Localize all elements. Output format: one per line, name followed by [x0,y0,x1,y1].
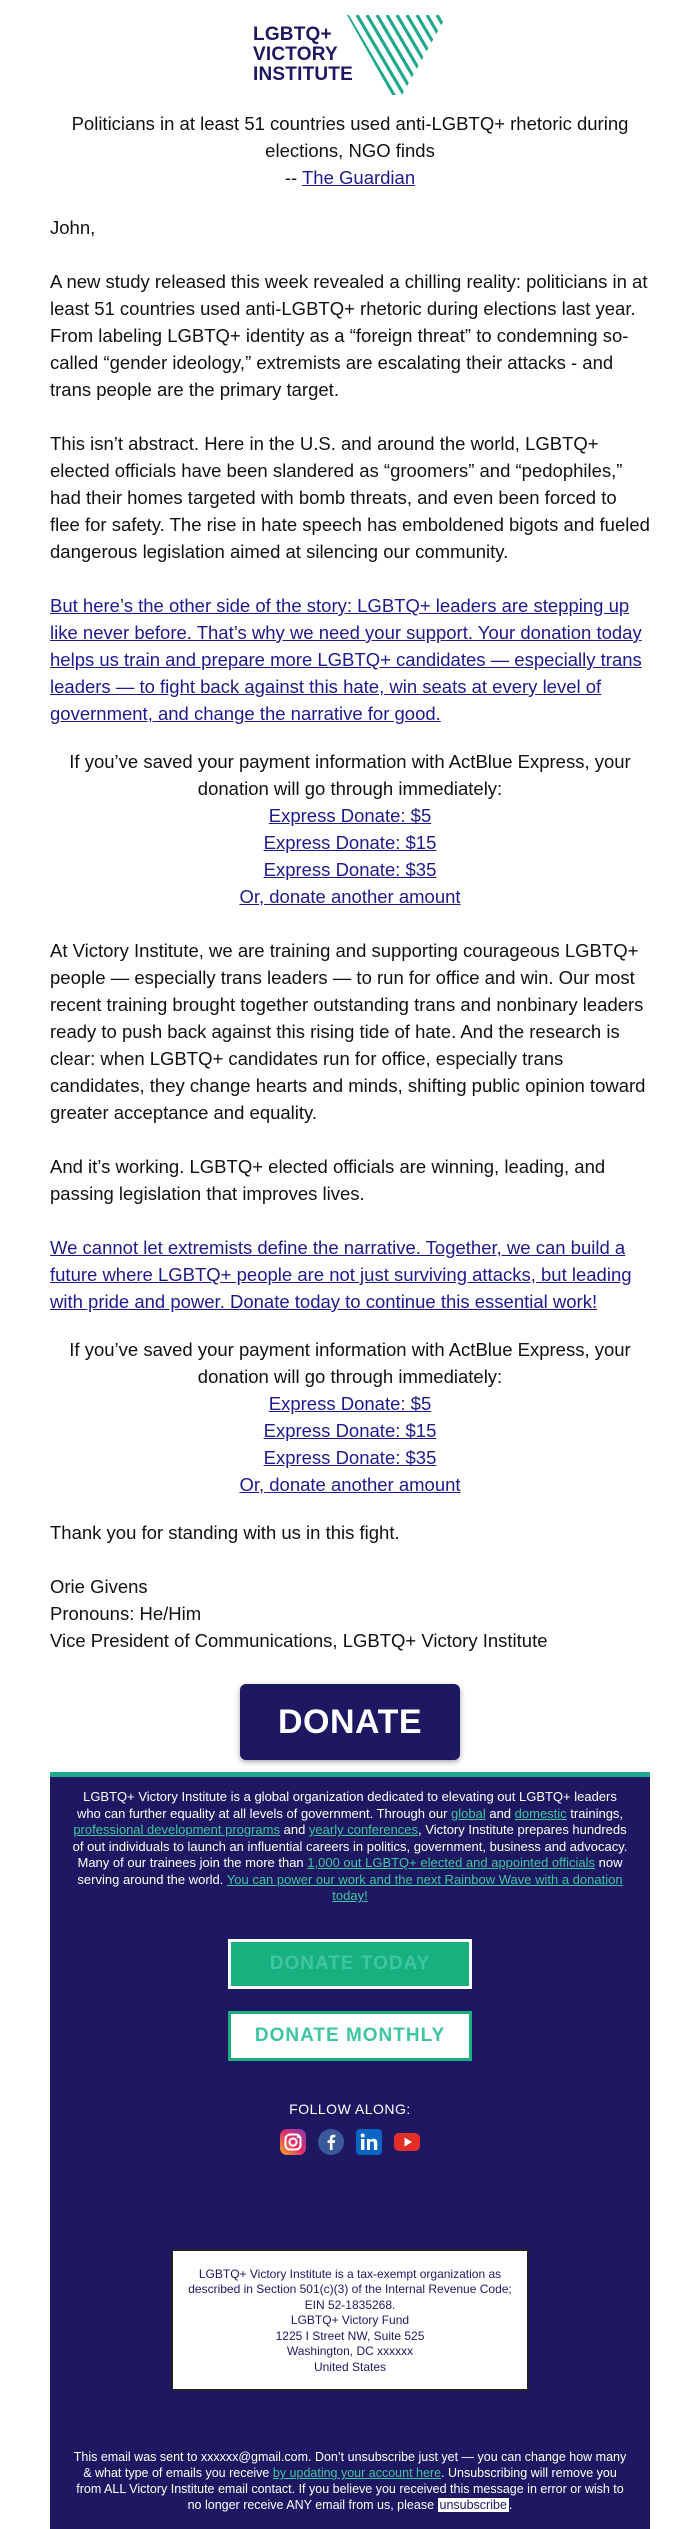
logo[interactable] [50,0,650,110]
express-donate-5-2[interactable]: Express Donate: $5 [268,1393,432,1414]
source-link[interactable]: The Guardian [302,167,416,188]
paragraph-4: At Victory Institute, we are training and supporting courageous LGBTQ+ people — especially trans leaders — to run for office and win. Our most recent training brought together outstanding trans and nonbinary leaders ready to push back against this rising tide of hate. And the research is clear: when LGBTQ+ candidates run for office, especially trans candidates, they change hearts and minds, shifting public opinion toward greater acceptance and equality. [50,940,646,1123]
unsubscribe-notice: This email was sent to xxxxxx@gmail.com. Don’t unsubscribe just yet — you can change how many & what type of emails you receive by updating your account here. Unsubscribing will remove you from ALL Victory Institute email contact. If you believe you received this message in error or wish to no longer receive ANY email from us, please unsubscribe . [73,2450,627,2512]
logo-v-mark-icon [347,15,447,95]
express-donate-block [50,748,650,910]
logo-wordmark: LGBTQ+ VICTORY INSTITUTE [253,24,353,85]
global-link[interactable]: global [451,1805,486,1821]
paragraph-5: And it’s working. LGBTQ+ elected officials are winning, leading, and passing legislation that improves lives. [50,1156,606,1204]
paragraph-2: This isn’t abstract. Here in the U.S. and around the world, LGBTQ+ elected officials have been slandered as “groomers” and “pedophiles,” had their homes targeted with bomb threats, and even been forced to flee for safety. The rise in hate speech has emboldened bigots and fueled dangerous legislation aimed at silencing our community. [50,433,650,562]
express-donate-15-2[interactable]: Express Donate: $15 [263,1420,437,1441]
domestic-link[interactable]: domestic [514,1805,567,1821]
donate-monthly-button[interactable]: DONATE MONTHLY [228,2011,472,2061]
paragraph-1: A new study released this week revealed a chilling reality: politicians in at least 51 countries used anti-LGBTQ+ rhetoric during elections last year. From labeling LGBTQ+ identity as a “foreign threat” to condemning so-called “gender ideology,” extremists are escalating their attacks - and trans people are the primary target. [50,271,648,400]
signer-name: Orie Givens [50,1576,148,1597]
headline: Politicians in at least 51 countries used anti-LGBTQ+ rhetoric during elections, NGO finds -- The Guardian [71,113,629,188]
narrative-link[interactable]: We cannot let extremists define the narrative. Together, we can build a future where LGBTQ+ people are not just surviving attacks, but leading with pride and power. Donate today to continue this essential work! [50,1237,632,1312]
signer-title: Vice President of Communications, LGBTQ+ Victory Institute [50,1630,548,1651]
power-our-work-link[interactable]: You can power our work and the next Rainbow Wave with a donation today! [226,1871,623,1903]
social-links [50,2127,650,2157]
express-intro-2: If you’ve saved your payment information with ActBlue Express, your donation will go through immediately: [69,1339,631,1387]
support-link[interactable]: But here’s the other side of the story: LGBTQ+ leaders are stepping up like never before. That’s why we need your support. Your donation today helps us train and prepare more LGBTQ+ candidates — especially trans leaders — to fight back against this hate, win seats at every level of government, and change the narrative for good. [50,595,642,724]
footer [50,1772,650,2529]
linkedin-icon[interactable] [354,2127,384,2157]
donate-today-button[interactable]: DONATE TODAY [228,1939,472,1989]
youtube-icon[interactable] [392,2127,422,2157]
yearly-conferences-link[interactable]: yearly conferences [308,1822,419,1837]
closing: Thank you for standing with us in this fight. [50,1522,400,1543]
express-intro: If you’ve saved your payment information with ActBlue Express, your donation will go through immediately: [69,751,631,799]
greeting: John, [50,217,96,238]
donate-other-amount[interactable]: Or, donate another amount [239,886,461,907]
update-account-link[interactable]: by updating your account here [272,2466,442,2480]
follow-along-label: FOLLOW ALONG: [289,2100,411,2117]
express-donate-35-2[interactable]: Express Donate: $35 [263,1447,437,1468]
express-donate-block-2 [50,1336,650,1498]
signer-pronouns: Pronouns: He/Him [50,1603,202,1624]
instagram-icon[interactable] [278,2127,308,2157]
donate-other-amount-2[interactable]: Or, donate another amount [239,1474,461,1495]
donate-button[interactable]: DONATE [240,1684,460,1760]
professional-development-link[interactable]: professional development programs [73,1822,280,1837]
express-donate-15[interactable]: Express Donate: $15 [263,832,437,853]
legal-notice: LGBTQ+ Victory Institute is a tax-exempt organization as described in Section 501(c)(3) of the Internal Revenue Code; EIN 52-1835268. LGBTQ+ Victory Fund 1225 I Street NW, Suite 525 Washington, DC xxxxxx United States [171,2249,529,2392]
express-donate-5[interactable]: Express Donate: $5 [268,805,432,826]
facebook-icon[interactable] [316,2127,346,2157]
footer-about: LGBTQ+ Victory Institute is a global organization dedicated to elevating out LGBTQ+ leaders who can further equality at all levels of government. Through our global and domestic trainings, professional development programs and yearly conferences, Victory Institute prepares hundreds of out individuals to launch an influential careers in politics, government, business and advocacy. Many of our trainees join the more than 1,000 out LGBTQ+ elected and appointed officials now serving around the world. You can power our work and the next Rainbow Wave with a donation today! [72,1789,628,1903]
express-donate-35[interactable]: Express Donate: $35 [263,859,437,880]
officials-link[interactable]: 1,000 out LGBTQ+ elected and appointed officials [307,1855,596,1870]
unsubscribe-link[interactable]: unsubscribe [439,2498,507,2512]
